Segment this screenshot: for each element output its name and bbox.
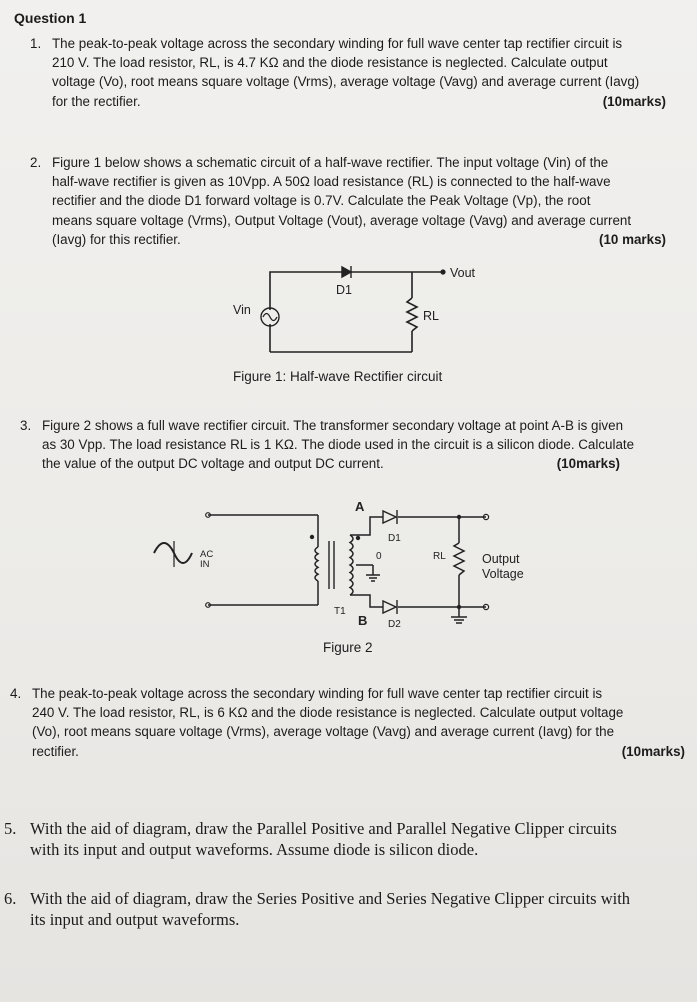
rl-label: RL (423, 309, 439, 323)
marks-label: (10 marks) (599, 231, 666, 247)
vin-label: Vin (233, 303, 251, 317)
wire-top (270, 272, 443, 310)
figure-2-caption: Figure 2 (323, 640, 373, 655)
text-line: half-wave rectifier is given as 10Vpp. A 50Ω load resistance (RL) is connected to the half-wave (52, 174, 611, 190)
text-line: for the rectifier. (52, 93, 141, 109)
text-line: means square voltage (Vrms), Output Voltage (Vout), average voltage (Vavg) and average current (52, 212, 632, 228)
ac-label: AC (200, 549, 214, 560)
text-line: rectifier and the diode D1 forward voltage is 0.7V. Calculate the Peak Voltage (Vp), the root (52, 193, 591, 209)
question-4 (10, 684, 685, 761)
question-number: 2. (30, 155, 42, 170)
question-heading: Question 1 (14, 10, 87, 26)
question-1 (30, 34, 666, 111)
text-line: The peak-to-peak voltage across the secondary winding for full wave center tap rectifier circuit is (52, 36, 623, 51)
load-resistor (407, 298, 417, 331)
diode-d1 (383, 510, 397, 524)
text-line: The peak-to-peak voltage across the secondary winding for full wave center tap rectifier circuit is (32, 686, 603, 701)
figure-1-half-wave-circuit (225, 262, 485, 362)
diode-d1 (342, 266, 351, 278)
text-line: the value of the output DC voltage and output DC current. (42, 456, 384, 472)
question-number: 1. (30, 36, 42, 51)
sine-icon (263, 314, 277, 321)
figure-2-full-wave-circuit (140, 495, 540, 637)
question-number: 4. (10, 686, 22, 701)
text-line: With the aid of diagram, draw the Parallel Positive and Parallel Negative Clipper circuits (30, 819, 617, 838)
marks-label: (10marks) (621, 743, 685, 759)
text-line: (Vo), root means square voltage (Vrms), average voltage (Vavg) and average current (Iavg) for the (32, 724, 615, 740)
question-3 (20, 416, 635, 474)
text-line: as 30 Vpp. The load resistance RL is 1 KΩ. The diode used in the circuit is a silicon diode. Calculate (42, 437, 635, 453)
diode-d2 (383, 600, 397, 614)
text-line: Figure 1 below shows a schematic circuit of a half-wave rectifier. The input voltage (Vin) of the (52, 155, 609, 170)
text-line: 210 V. The load resistor, RL, is 4.7 KΩ and the diode resistance is neglected. Calculate output (52, 55, 608, 71)
text-line: (Iavg) for this rectifier. (52, 231, 181, 247)
marks-label: (10marks) (556, 456, 620, 472)
text-line: Figure 2 shows a full wave rectifier circuit. The transformer secondary voltage at point A-B is given (42, 418, 624, 433)
question-number: 6. (4, 889, 17, 908)
t1-label: T1 (334, 606, 346, 617)
secondary-coil (350, 535, 353, 595)
ac-waveform-icon (154, 543, 192, 563)
text-line: rectifier. (32, 743, 79, 759)
text-line: With the aid of diagram, draw the Series Positive and Series Negative Clipper circuits with (30, 889, 631, 908)
text-line: its input and output waveforms. (30, 910, 240, 929)
question-5 (4, 818, 694, 860)
d1-label: D1 (388, 533, 401, 544)
text-line: 240 V. The load resistor, RL, is 6 KΩ and the diode resistance is neglected. Calculate output voltage (32, 705, 624, 721)
question-number: 3. (20, 418, 32, 433)
voltage-label: Voltage (482, 567, 524, 581)
d1-label: D1 (336, 283, 352, 297)
vout-label: Vout (450, 266, 476, 280)
figure-1-caption: Figure 1: Half-wave Rectifier circuit (233, 369, 443, 384)
rl-label: RL (433, 551, 446, 562)
text-line: with its input and output waveforms. Assume diode is silicon diode. (30, 840, 479, 859)
in-label: IN (200, 559, 210, 570)
question-number: 5. (4, 819, 17, 838)
vout-terminal (440, 269, 445, 274)
point-a-label: A (355, 499, 365, 514)
text-line: voltage (Vo), root means square voltage (Vrms), average voltage (Vavg) and average current (Iavg) (52, 74, 640, 90)
point-b-label: B (358, 613, 368, 628)
zero-label: 0 (376, 551, 382, 562)
output-label: Output (482, 552, 520, 566)
question-2 (30, 153, 666, 249)
marks-label: (10marks) (602, 93, 666, 109)
d2-label: D2 (388, 619, 401, 630)
load-resistor (454, 543, 464, 575)
primary-coil (315, 547, 318, 581)
question-6 (4, 888, 694, 930)
